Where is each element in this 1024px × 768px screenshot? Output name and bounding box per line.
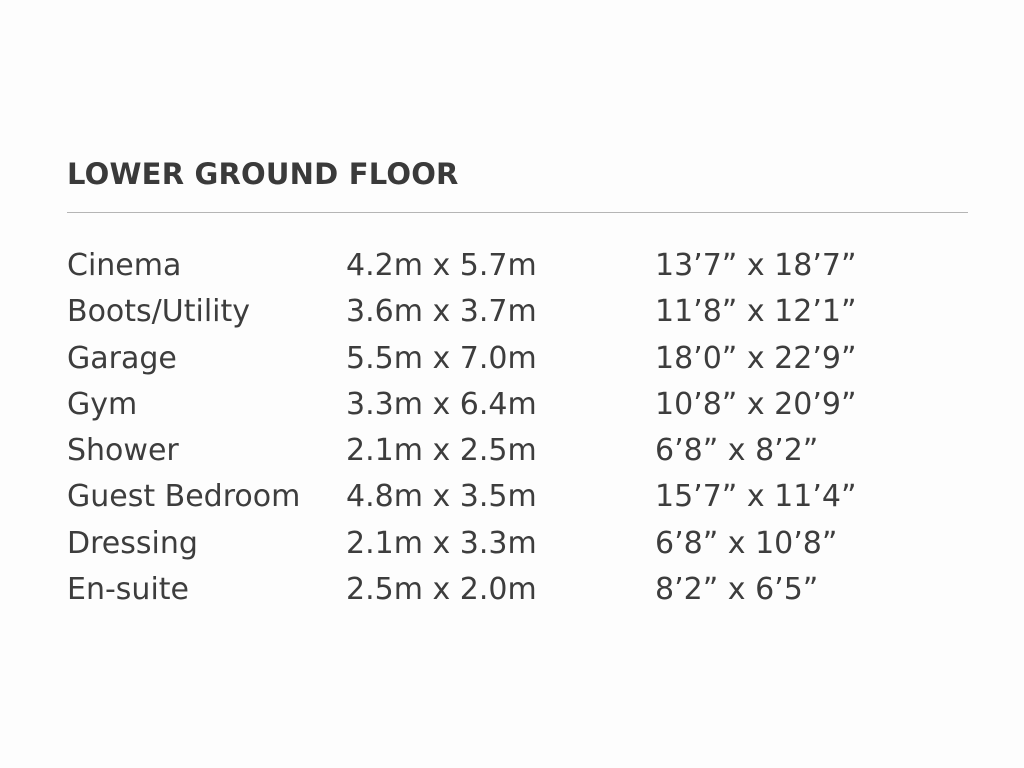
room-metric-size: 2.5m x 2.0m <box>346 572 537 608</box>
room-row-guest-bedroom <box>67 474 968 520</box>
room-row-boots-utility <box>67 289 968 335</box>
room-name: En-suite <box>67 572 189 608</box>
room-dimensions-list <box>67 243 968 613</box>
room-metric-size: 3.6m x 3.7m <box>346 294 537 330</box>
room-row-en-suite <box>67 567 968 613</box>
section-title: LOWER GROUND FLOOR <box>67 157 459 191</box>
room-row-cinema <box>67 243 968 289</box>
room-name: Garage <box>67 340 177 376</box>
room-imperial-size: 8’2” x 6’5” <box>655 572 819 608</box>
room-row-dressing <box>67 521 968 567</box>
room-name: Boots/Utility <box>67 294 251 330</box>
room-imperial-size: 18’0” x 22’9” <box>655 340 857 376</box>
room-name: Guest Bedroom <box>67 479 301 515</box>
room-metric-size: 4.8m x 3.5m <box>346 479 537 515</box>
room-metric-size: 2.1m x 2.5m <box>346 433 537 469</box>
room-name: Dressing <box>67 525 198 561</box>
room-name: Shower <box>67 433 179 469</box>
room-row-gym <box>67 382 968 428</box>
section-divider <box>67 212 968 213</box>
room-name: Cinema <box>67 248 182 283</box>
room-imperial-size: 13’7” x 18’7” <box>655 248 857 283</box>
room-row-shower <box>67 428 968 474</box>
room-metric-size: 2.1m x 3.3m <box>346 525 537 561</box>
room-name: Gym <box>67 386 138 422</box>
room-metric-size: 5.5m x 7.0m <box>346 340 537 376</box>
room-row-garage <box>67 336 968 382</box>
room-imperial-size: 15’7” x 11’4” <box>655 479 857 515</box>
room-imperial-size: 11’8” x 12’1” <box>655 294 857 330</box>
room-imperial-size: 6’8” x 8’2” <box>655 433 819 469</box>
room-imperial-size: 10’8” x 20’9” <box>655 386 857 422</box>
room-metric-size: 4.2m x 5.7m <box>346 248 537 283</box>
room-imperial-size: 6’8” x 10’8” <box>655 525 838 561</box>
room-metric-size: 3.3m x 6.4m <box>346 386 537 422</box>
